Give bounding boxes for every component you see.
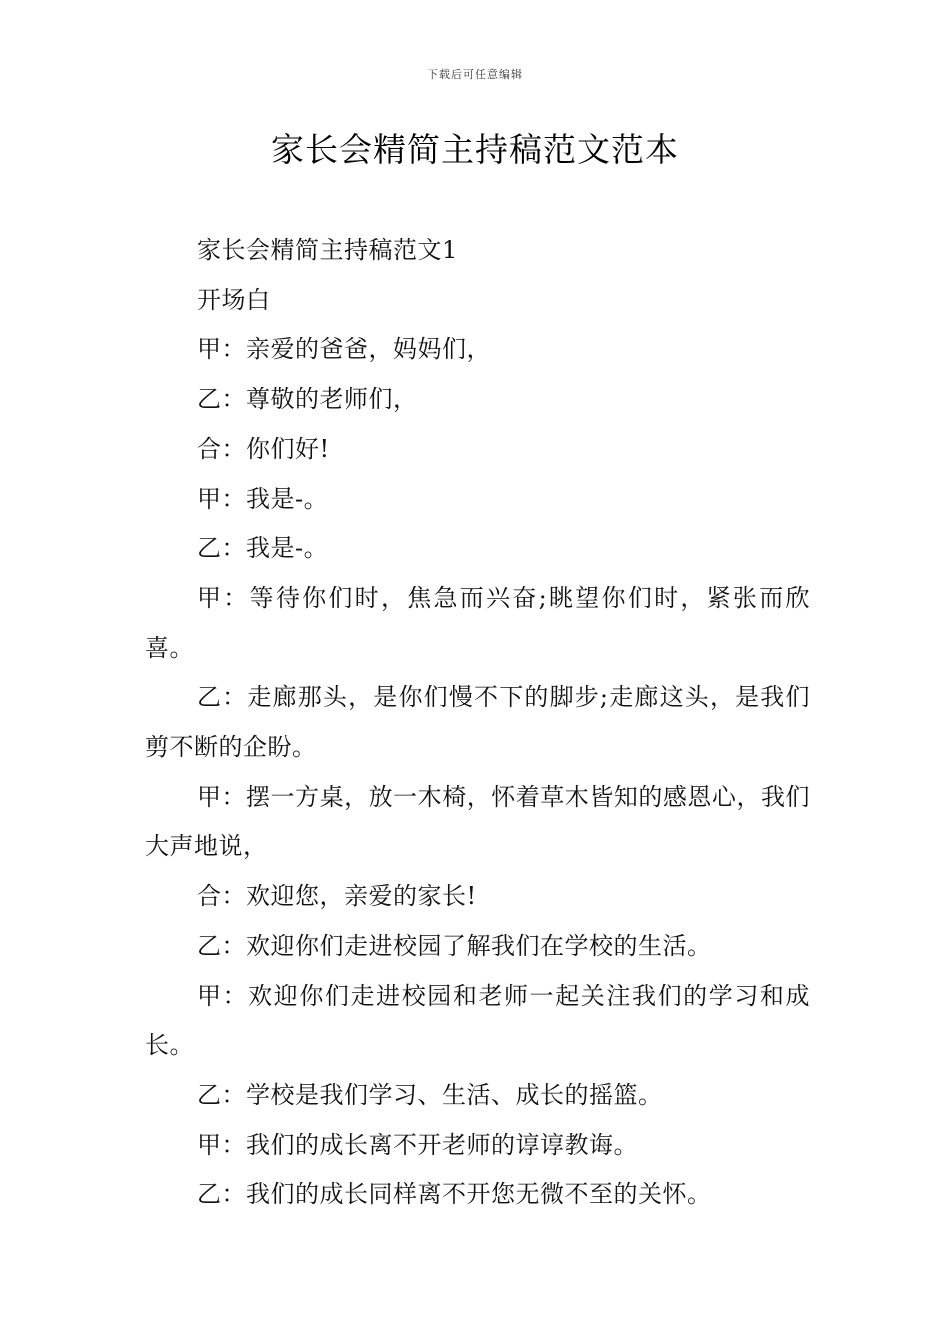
paragraph: 乙：尊敬的老师们，: [197, 385, 418, 414]
paragraph: 甲：摆一方桌，放一木椅，怀着草木皆知的感恩心，我们大声地说，: [145, 782, 810, 861]
paragraph: 乙：我们的成长同样离不开您无微不至的关怀。: [197, 1180, 712, 1209]
paragraph-section-heading: 家长会精简主持稿范文1: [197, 236, 458, 264]
paragraph: 合：欢迎您，亲爱的家长!: [197, 882, 477, 911]
paragraph: 甲：欢迎你们走进校园和老师一起关注我们的学习和成长。: [145, 981, 810, 1060]
paragraph: 甲：我是-。: [197, 484, 329, 513]
document-body: [145, 226, 810, 1220]
paragraph: 甲：亲爱的爸爸，妈妈们，: [197, 335, 491, 364]
paragraph: 乙：我是-。: [197, 534, 329, 563]
header-note: 下载后可任意编辑: [427, 68, 523, 81]
paragraph: 甲：我们的成长离不开老师的谆谆教诲。: [197, 1130, 638, 1159]
paragraph: 乙：学校是我们学习、生活、成长的摇篮。: [197, 1080, 663, 1109]
paragraph-opening: 开场白: [197, 285, 271, 314]
paragraph: 合：你们好!: [197, 434, 330, 463]
paragraph: 乙：走廊那头，是你们慢不下的脚步;走廊这头，是我们剪不断的企盼。: [145, 683, 810, 762]
document-title: 家长会精简主持稿范文范本: [271, 130, 679, 169]
paragraph: 甲：等待你们时，焦急而兴奋;眺望你们时，紧张而欣喜。: [145, 583, 810, 662]
paragraph: 乙：欢迎你们走进校园了解我们在学校的生活。: [197, 931, 712, 960]
